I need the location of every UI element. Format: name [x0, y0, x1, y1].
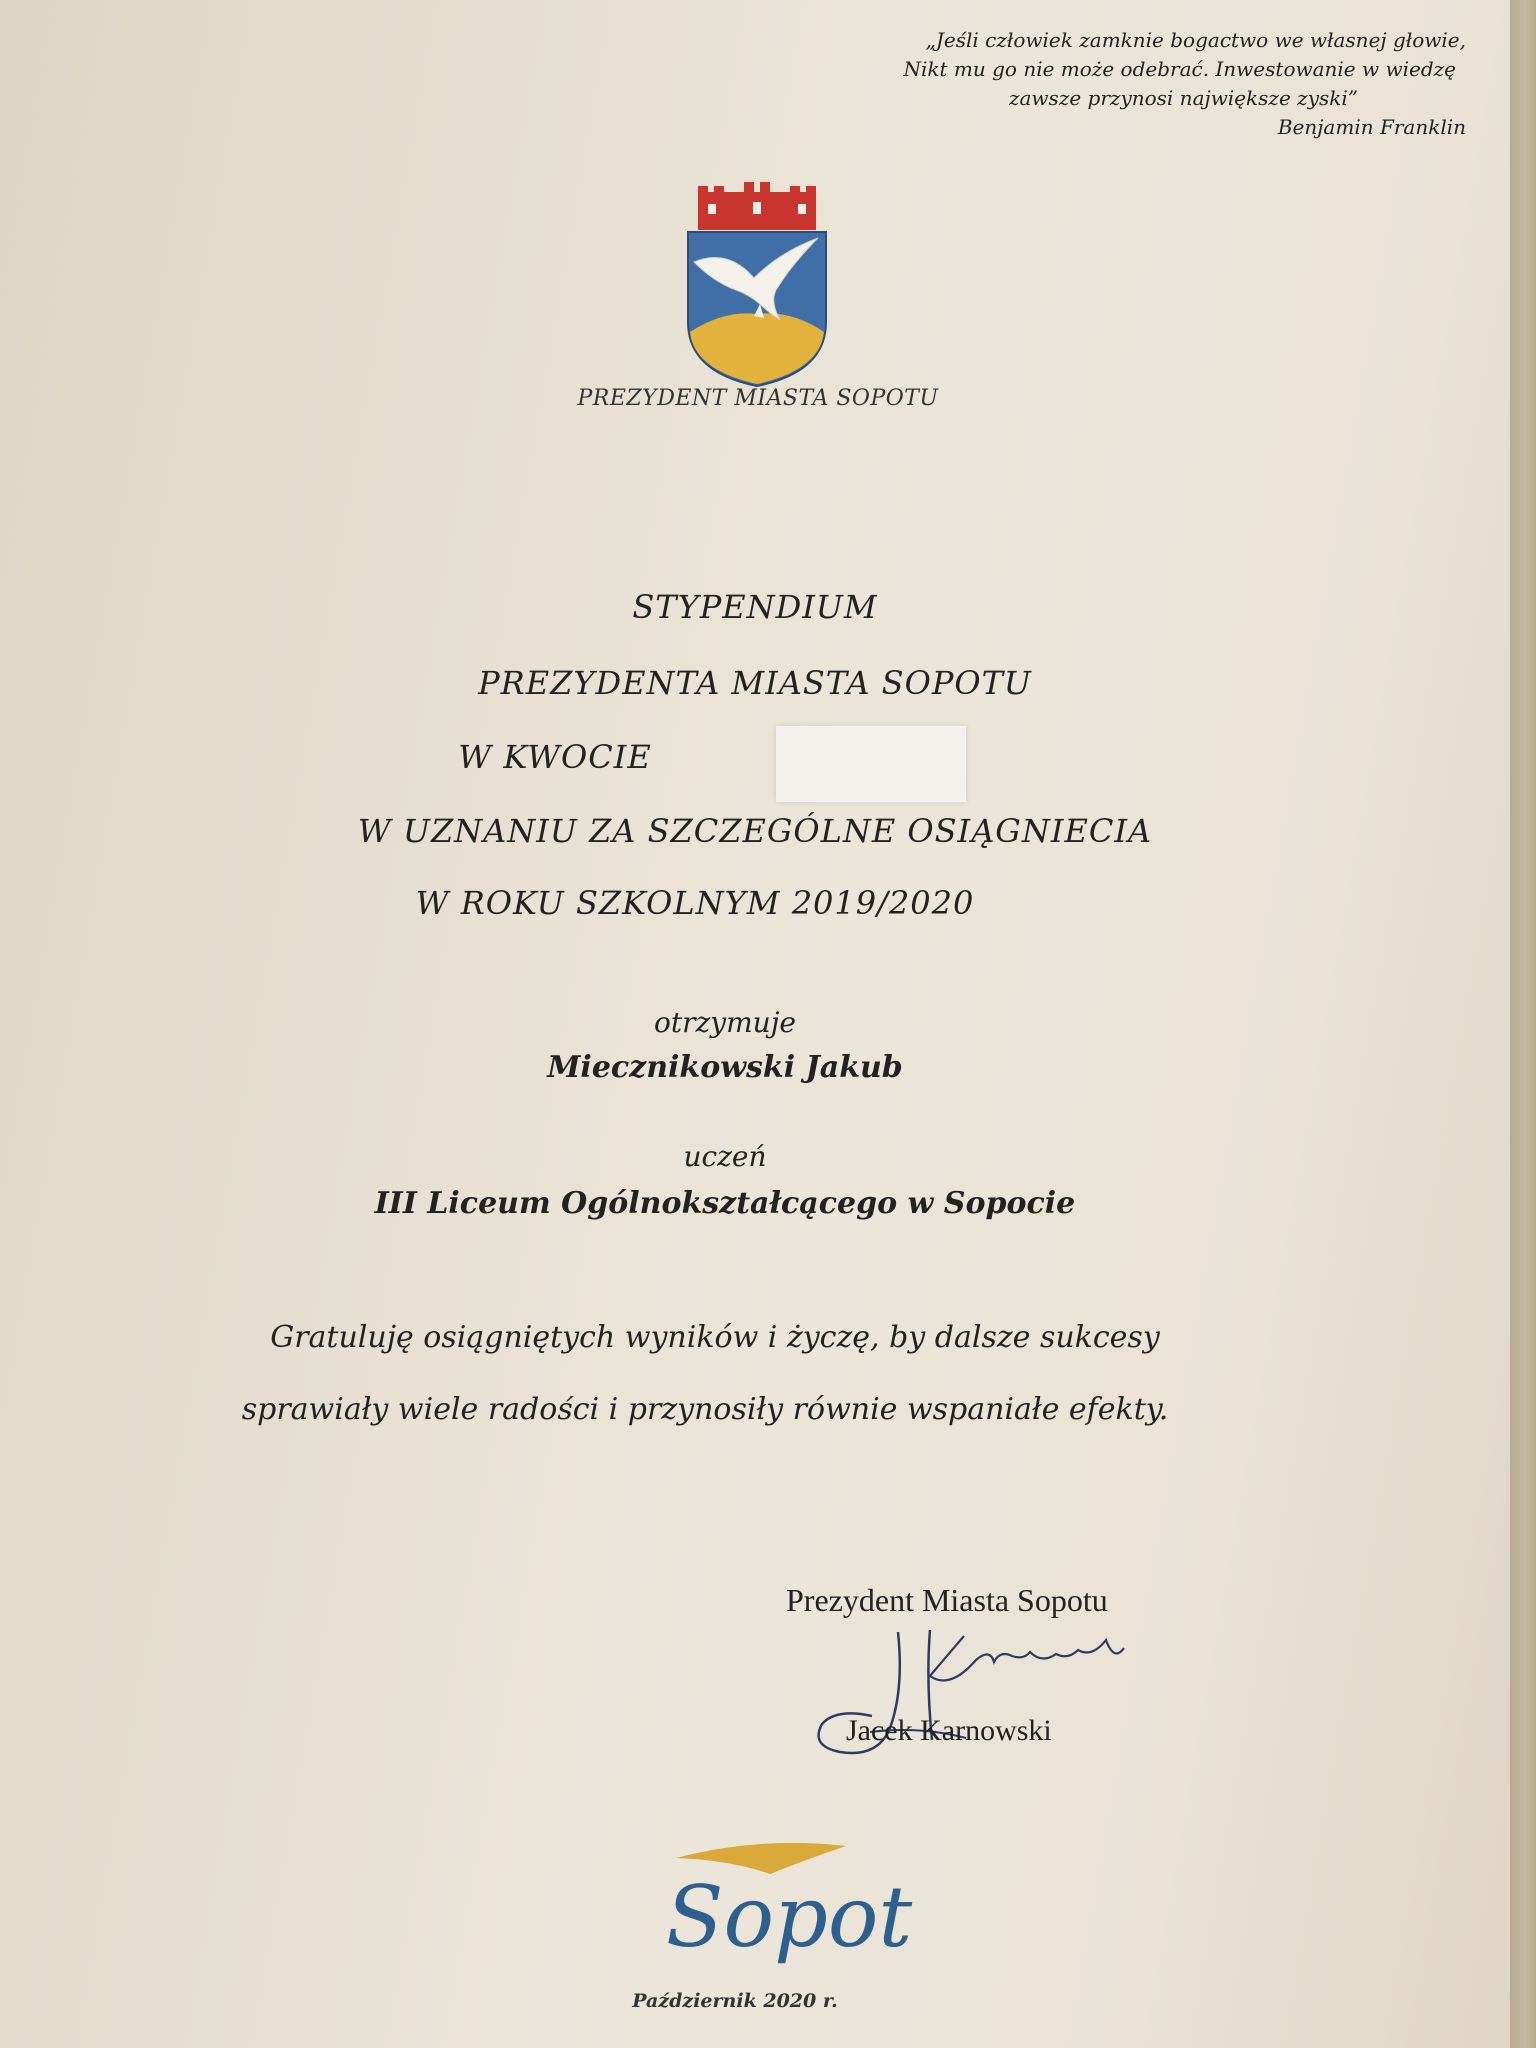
- school-name: III Liceum Ogólnokształcącego w Sopocie: [374, 1186, 1076, 1221]
- redacted-amount: [776, 726, 966, 802]
- signatory-name: Jacek Karnowski: [846, 1714, 1052, 1747]
- title-line-4: W UZNANIU ZA SZCZEGÓLNE OSIĄGNIECIA: [357, 812, 1153, 850]
- title-line-2: PREZYDENTA MIASTA SOPOTU: [478, 664, 1032, 702]
- quote-line-3: zawsze przynosi największe zyski”: [1008, 86, 1358, 110]
- background-edge: [1510, 0, 1536, 2048]
- quote-line-1: „Jeśli człowiek zamknie bogactwo we własnej głowie,: [925, 28, 1466, 52]
- title-line-3: W KWOCIE: [458, 738, 652, 776]
- title-line-5: W ROKU SZKOLNYM 2019/2020: [415, 884, 975, 922]
- quote-line-2: Nikt mu go nie może odebrać. Inwestowanie w wiedzę: [903, 57, 1456, 81]
- franklin-quote: [826, 26, 1466, 142]
- sopot-logo-icon: [650, 1834, 913, 1966]
- issuer-caption: PREZYDENT MIASTA SOPOTU: [577, 386, 939, 411]
- congratulations-line-1: Gratuluję osiągniętych wyników i życzę, by dalsze sukcesy: [270, 1320, 1160, 1355]
- congratulations-line-2: sprawiały wiele radości i przynosiły równie wspaniałe efekty.: [241, 1392, 1169, 1427]
- signatory-title: Prezydent Miasta Sopotu: [786, 1582, 1108, 1618]
- recipient-name: Miecznikowski Jakub: [547, 1050, 903, 1085]
- issue-date: Październik 2020 r.: [632, 1990, 838, 2012]
- student-label: uczeń: [683, 1140, 767, 1173]
- logo-text: Sopot: [666, 1868, 913, 1966]
- receives-label: otrzymuje: [654, 1006, 796, 1039]
- sopot-coat-of-arms-icon: [684, 182, 830, 388]
- title-line-1: STYPENDIUM: [632, 588, 878, 626]
- quote-author: Benjamin Franklin: [1277, 115, 1466, 139]
